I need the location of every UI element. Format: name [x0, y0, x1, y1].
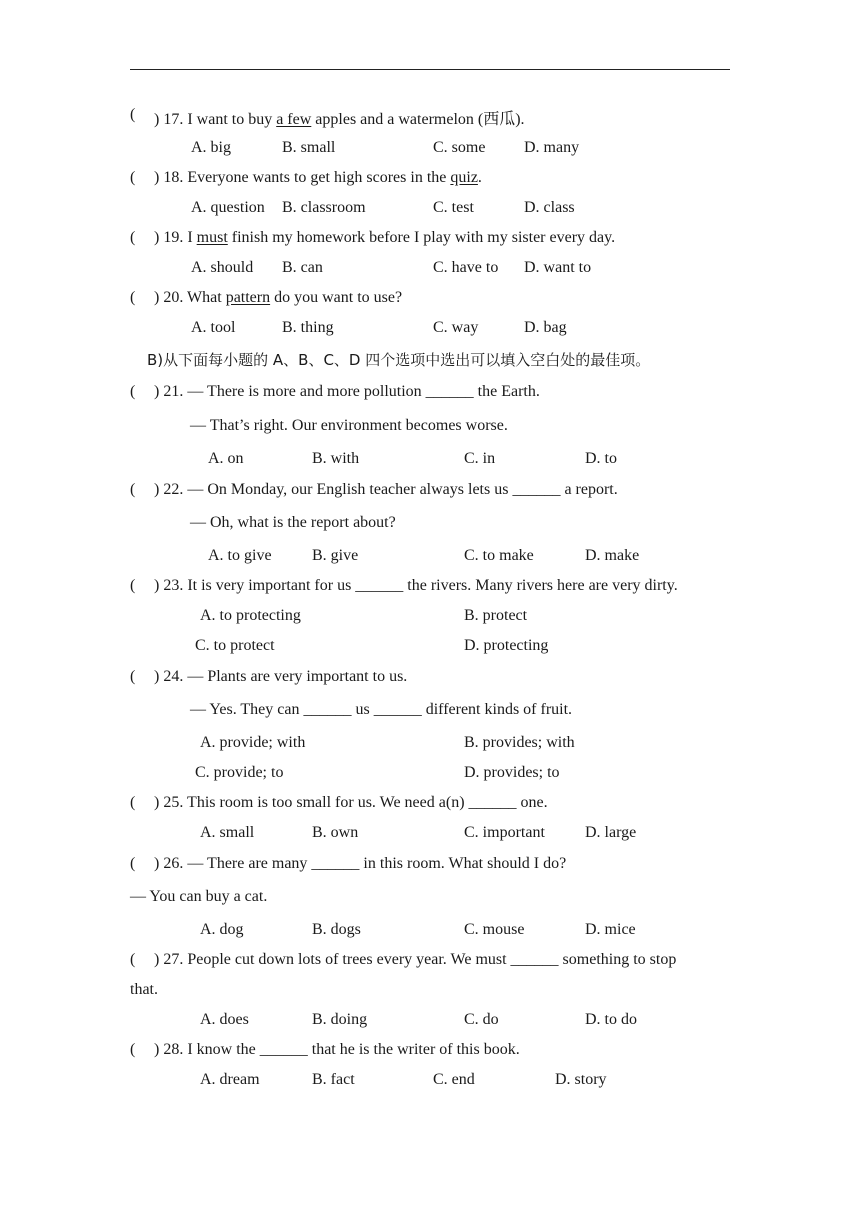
option-c: C. some [433, 139, 486, 156]
option-b: B. give [312, 547, 359, 564]
option-c: C. do [464, 1011, 499, 1028]
option-d: D. mice [585, 921, 636, 938]
option-d: D. many [524, 139, 580, 156]
answer-paren: ( [130, 668, 136, 685]
underlined-word: must [196, 229, 228, 246]
question-text: ) 21. — There is more and more pollution ______ the Earth. [154, 383, 540, 400]
option-b: B. own [312, 824, 359, 841]
question-text: ) 25. This room is too small for us. We need a(n) ______ one. [154, 794, 548, 811]
option-a: A. question [191, 199, 265, 216]
option-b: B. dogs [312, 921, 361, 938]
option-a: A. on [208, 450, 244, 467]
option-d: D. make [585, 547, 640, 564]
option-c: C. to protect [195, 637, 275, 654]
option-a: A. to protecting [200, 607, 301, 624]
underlined-word: pattern [225, 289, 271, 306]
option-c: C. way [433, 319, 479, 336]
question-text: ) 27. People cut down lots of trees every year. We must ______ something to stop [154, 951, 677, 968]
option-d: D. bag [524, 319, 567, 336]
answer-paren: ( [130, 1041, 136, 1058]
answer-paren: ( [130, 289, 136, 306]
answer-paren: ( [130, 106, 136, 123]
question-text: ) 28. I know the ______ that he is the writer of this book. [154, 1041, 520, 1058]
answer-paren: ( [130, 383, 136, 400]
dialogue-reply: — You can buy a cat. [130, 888, 268, 905]
option-a: A. to give [208, 547, 272, 564]
answer-paren: ( [130, 951, 136, 968]
underlined-word: quiz [450, 169, 478, 186]
answer-paren: ( [130, 577, 136, 594]
dialogue-reply: — Oh, what is the report about? [190, 514, 396, 531]
option-a: A. tool [191, 319, 236, 336]
option-c: C. important [464, 824, 545, 841]
option-a: A. does [200, 1011, 249, 1028]
option-b: B. doing [312, 1011, 368, 1028]
option-d: D. protecting [464, 637, 549, 654]
dialogue-reply: — That’s right. Our environment becomes worse. [190, 417, 508, 434]
question-text: ) 26. — There are many ______ in this room. What should I do? [154, 855, 567, 872]
question-text [154, 229, 615, 247]
question-text: ) 23. It is very important for us ______ the rivers. Many rivers here are very dirty. [154, 577, 678, 594]
option-d: D. class [524, 199, 575, 216]
question-text-post: finish my homework before I play with my sister every day. [227, 229, 616, 246]
option-b: B. fact [312, 1071, 355, 1088]
option-a: A. small [200, 824, 255, 841]
option-d: D. want to [524, 259, 592, 276]
option-a: A. dream [200, 1071, 260, 1088]
question-text: ) 22. — On Monday, our English teacher always lets us ______ a report. [154, 481, 618, 498]
option-a: A. big [191, 139, 231, 156]
answer-paren: ( [130, 855, 136, 872]
option-c: C. in [464, 450, 496, 467]
underlined-word: a few [276, 111, 312, 128]
question-text [154, 106, 525, 129]
question-text-post: . [477, 169, 482, 186]
option-c: C. provide; to [195, 764, 284, 781]
question-text-post: do you want to use? [270, 289, 403, 306]
answer-paren: ( [130, 794, 136, 811]
option-b: B. classroom [282, 199, 366, 216]
question-text-pre: ) 20. What [154, 289, 226, 306]
option-d: D. to do [585, 1011, 637, 1028]
question-text-pre: ) 18. Everyone wants to get high scores in the [154, 169, 451, 186]
option-d: D. provides; to [464, 764, 560, 781]
question-text-pre: ) 17. I want to buy [154, 111, 277, 128]
question-text [154, 289, 402, 307]
answer-paren: ( [130, 169, 136, 186]
option-b: B. thing [282, 319, 334, 336]
answer-paren: ( [130, 229, 136, 246]
option-c: C. end [433, 1071, 475, 1088]
question-text-continued: that. [130, 981, 158, 998]
dialogue-reply: — Yes. They can ______ us ______ different kinds of fruit. [190, 701, 573, 718]
option-b: B. protect [464, 607, 528, 624]
option-a: A. should [191, 259, 254, 276]
option-a: A. provide; with [200, 734, 306, 751]
answer-paren: ( [130, 481, 136, 498]
option-b: B. provides; with [464, 734, 575, 751]
option-b: B. with [312, 450, 360, 467]
question-text: ) 24. — Plants are very important to us. [154, 668, 408, 685]
option-b: B. small [282, 139, 336, 156]
option-d: D. large [585, 824, 637, 841]
option-c: C. test [433, 199, 474, 216]
option-d: D. story [555, 1071, 607, 1088]
option-c: C. have to [433, 259, 499, 276]
question-text-post: apples and a watermelon (西瓜). [311, 111, 525, 128]
section-b-instruction: B)从下面每小题的 A、B、C、D 四个选项中选出可以填入空白处的最佳项。 [147, 351, 651, 369]
top-rule [130, 69, 730, 70]
option-c: C. to make [464, 547, 534, 564]
option-b: B. can [282, 259, 323, 276]
option-d: D. to [585, 450, 617, 467]
option-a: A. dog [200, 921, 244, 938]
option-c: C. mouse [464, 921, 525, 938]
question-text-pre: ) 19. I [154, 229, 197, 246]
question-text [154, 169, 482, 187]
